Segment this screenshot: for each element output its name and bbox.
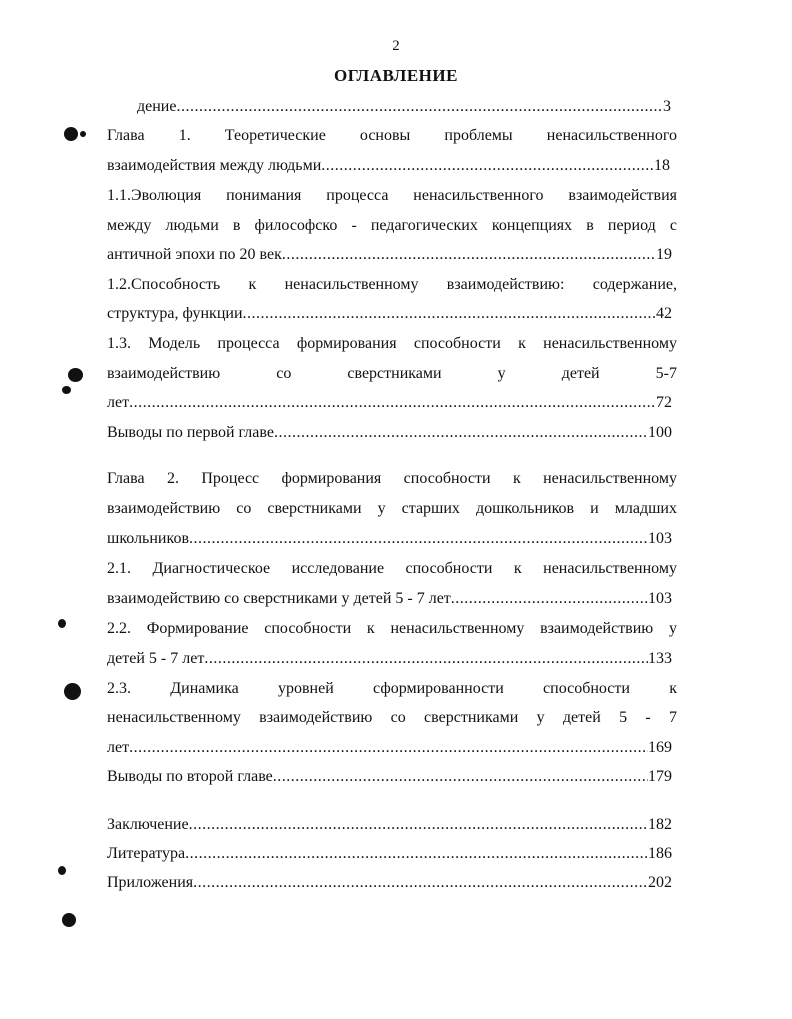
dot-leader (282, 242, 656, 268)
toc-entry-text-line: взаимодействию со сверстниками у детей 5-7 (107, 365, 677, 382)
dot-leader (129, 390, 656, 416)
dot-leader (273, 764, 648, 790)
dot-leader (189, 526, 648, 552)
toc-page-number: 100 (648, 424, 672, 441)
toc-entry-text: дение (137, 98, 177, 115)
toc-page-number: 19 (656, 246, 672, 263)
toc-entry-chapter-1 (107, 153, 670, 179)
toc-entry-text-line: ненасильственному взаимодействию со сверстниками у детей 5 - 7 (107, 709, 677, 726)
punch-hole-mark (58, 866, 66, 875)
toc-entry-text-line: 2.2. Формирование способности к ненасильственному взаимодействию у (107, 620, 677, 637)
toc-entry-bibliography (107, 841, 672, 867)
toc-entry-text: лет (107, 739, 130, 756)
toc-page-number: 42 (656, 305, 672, 322)
toc-entry-section-1-2 (107, 301, 672, 327)
toc-page-number: 133 (648, 650, 672, 667)
toc-entry-text-line: между людьми в философско - педагогических концепциях в период с (107, 217, 677, 234)
toc-entry-text: лет (107, 394, 130, 411)
punch-hole-mark (62, 913, 76, 927)
toc-page-number: 103 (648, 530, 672, 547)
toc-entry-text-line: 1.1.Эволюция понимания процесса ненасильственного взаимодействия (107, 187, 677, 204)
page-number: 2 (392, 38, 400, 54)
toc-page-number: 179 (648, 768, 672, 785)
toc-entry-conclusions-2 (107, 764, 672, 790)
toc-entry-introduction (137, 94, 671, 120)
toc-page-number: 3 (663, 98, 671, 115)
toc-entry-conclusion (107, 812, 672, 838)
punch-hole-mark (80, 131, 86, 137)
toc-entry-text: детей 5 - 7 лет (107, 650, 205, 667)
toc-page-number: 18 (654, 157, 670, 174)
toc-entry-text: Выводы по второй главе (107, 768, 273, 785)
toc-entry-appendices (107, 870, 672, 896)
toc-entry-text: Выводы по первой главе (107, 424, 274, 441)
toc-entry-section-2-3 (107, 735, 672, 761)
toc-entry-text: античной эпохи по 20 век (107, 246, 282, 263)
dot-leader (204, 646, 648, 672)
toc-entry-text-line: Глава 2. Процесс формирования способности к ненасильственному (107, 470, 677, 487)
toc-entry-text: Приложения (107, 874, 194, 891)
toc-entry-text-line: 1.2.Способность к ненасильственному взаимодействию: содержание, (107, 276, 677, 293)
dot-leader (193, 870, 648, 896)
toc-entry-section-2-1 (107, 586, 672, 612)
toc-entry-text: структура, функции (107, 305, 243, 322)
toc-entry-text-line: Глава 1. Теоретические основы проблемы ненасильственного (107, 127, 677, 144)
toc-entry-section-1-3 (107, 390, 672, 416)
punch-hole-mark (64, 127, 78, 141)
toc-page-number: 182 (648, 816, 672, 833)
toc-entry-text: взаимодействию со сверстниками у детей 5 - 7 лет (107, 590, 451, 607)
toc-entry-text: Заключение (107, 816, 189, 833)
toc-entry-conclusions-1 (107, 420, 672, 446)
toc-entry-text: взаимодействия между людьми (107, 157, 322, 174)
toc-entry-text-line: 1.3. Модель процесса формирования способности к ненасильственному (107, 335, 677, 352)
dot-leader (243, 301, 656, 327)
toc-title: ОГЛАВЛЕНИЕ (334, 66, 458, 85)
dot-leader (451, 586, 648, 612)
dot-leader (321, 153, 654, 179)
punch-hole-mark (68, 368, 83, 382)
punch-hole-mark (58, 619, 66, 628)
toc-entry-text: школьников (107, 530, 189, 547)
toc-entry-section-1-1 (107, 242, 672, 268)
toc-entry-text-line: взаимодействию со сверстниками у старших дошкольников и младших (107, 500, 677, 517)
dot-leader (185, 841, 648, 867)
toc-entry-text-line: 2.3. Динамика уровней сформированности способности к (107, 680, 677, 697)
dot-leader (176, 94, 663, 120)
dot-leader (129, 735, 648, 761)
toc-page-number: 202 (648, 874, 672, 891)
punch-hole-mark (64, 683, 81, 700)
toc-page-number: 103 (648, 590, 672, 607)
toc-entry-text-line: 2.1. Диагностическое исследование способности к ненасильственному (107, 560, 677, 577)
dot-leader (274, 420, 648, 446)
toc-page-number: 72 (656, 394, 672, 411)
dot-leader (189, 812, 648, 838)
punch-hole-mark (62, 386, 71, 394)
toc-entry-chapter-2 (107, 526, 672, 552)
toc-page-number: 169 (648, 739, 672, 756)
toc-entry-text: Литература (107, 845, 186, 862)
toc-page-number: 186 (648, 845, 672, 862)
toc-entry-section-2-2 (107, 646, 672, 672)
